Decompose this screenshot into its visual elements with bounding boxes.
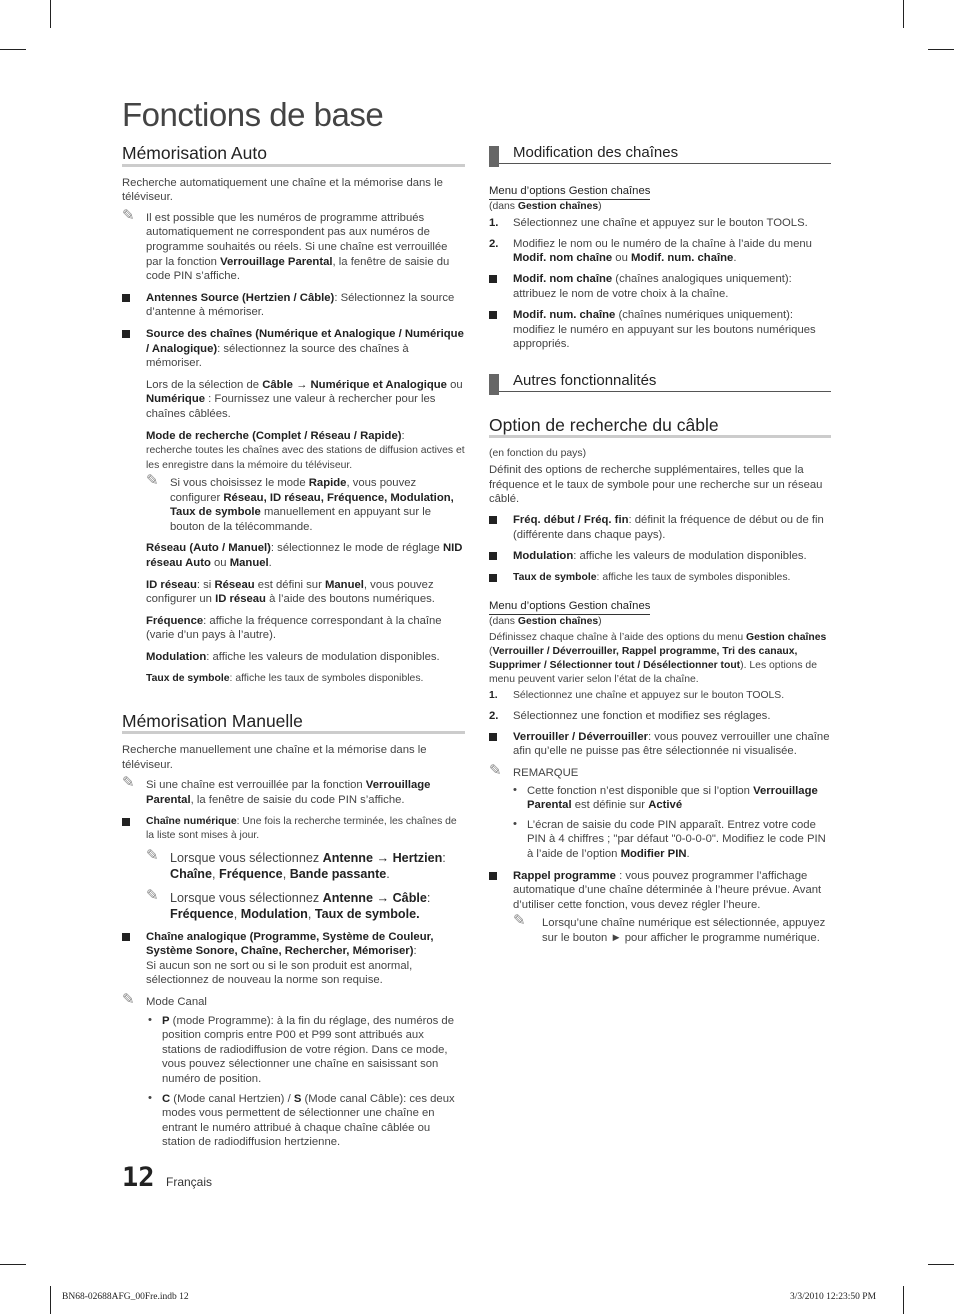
note: ✎ Si vous choisissez le mode Rapide, vous pouvez configurer Réseau, ID réseau, Fréquence, Modulation, Taux de symbole manuellement en appuyant sur le bouton de la télécommande.: [146, 472, 454, 533]
pencil-icon: ✎: [122, 774, 135, 792]
square-bullet-icon: [489, 516, 497, 524]
pencil-icon: ✎: [146, 886, 159, 904]
crop-mark: [928, 1264, 954, 1265]
dot-bullet-icon: •: [513, 783, 517, 796]
sub-note: [122, 472, 465, 534]
note: ✎ REMARQUE: [489, 762, 579, 780]
sub-note: [122, 846, 465, 883]
square-bullet-icon: [122, 933, 130, 941]
sub-note: [122, 886, 465, 923]
square-bullet-icon: [122, 818, 130, 826]
intro-text: Définit des options de recherche supplémentaires, telles que la fréquence et le taux de symbole pour une recherche sur un réseau câblé.: [489, 464, 823, 506]
language-label: Français: [166, 1175, 213, 1189]
list-item: • L’écran de saisie du code PIN apparaît. Entrez votre code PIN à 4 chiffres ; "par défaut "0-0-0-0". Modifiez le code PIN à l’aide de l’option Modifier PIN.: [513, 817, 826, 861]
bullet-item: Antennes Source (Hertzien / Câble): Sélectionnez la source d’antenne à mémoriser.: [122, 291, 465, 320]
sub-paragraph: Fréquence: affiche la fréquence correspondant à la chaîne (varie d’un pays à l’autre).: [146, 614, 442, 642]
sub-note: [489, 912, 831, 945]
list-item: • C (Mode canal Hertzien) / S (Mode canal Câble): ces deux modes vous permettent de sélectionner une chaîne en entrant le numéro attribué à chaque chaîne câblée ou station de radiodiffusion hertzienne.: [148, 1091, 455, 1149]
bullet-item: Source des chaînes (Numérique et Analogique / Numérique / Analogique): sélectionnez la source des chaînes à mémoriser.: [122, 327, 465, 371]
square-bullet-icon: [489, 275, 497, 283]
step-item: 2. Sélectionnez une fonction et modifiez ses réglages.: [489, 710, 771, 723]
square-bullet-icon: [489, 733, 497, 741]
sub-paragraph: Modulation: affiche les valeurs de modulation disponibles.: [146, 651, 440, 664]
square-bullet-icon: [122, 294, 130, 302]
crop-mark: [0, 1264, 26, 1265]
left-column: [122, 143, 465, 1157]
note: ✎ Mode Canal: [122, 990, 207, 1008]
sub-paragraph: Mode de recherche (Complet / Réseau / Rapide): recherche toutes les chaînes avec des stations de diffusion actives et les enregistre dans la mémoire du téléviseur.: [146, 429, 465, 472]
dot-bullet-icon: •: [513, 817, 517, 830]
menu-path: (dans Gestion chaînes): [489, 201, 602, 213]
crop-mark: [928, 49, 954, 50]
list-item: • P (mode Programme): à la fin du réglage, des numéros de position compris entre P00 et P99 sont attribués aux stations de radiodiffusion de votre région. Dans ce mode, vous pouvez sélectionner une chaîne en saisissant son numéro de position.: [148, 1013, 454, 1085]
definition-text: Définissez chaque chaîne à l’aide des options du menu Gestion chaînes (Verrouiller / Déverrouiller, Rappel programme, Tri des canaux, Supprimer / Sélectionner tout / Désélectionner tout). Les options de menu peuvent varier selon l’état de la chaîne.: [489, 632, 827, 686]
pencil-icon: ✎: [122, 990, 135, 1008]
dot-list: [122, 1014, 465, 1150]
pencil-icon: ✎: [122, 206, 135, 224]
dot-bullet-icon: •: [148, 1013, 152, 1026]
crop-mark: [0, 49, 26, 50]
note: ✎ Si une chaîne est verrouillée par la fonction Verrouillage Parental, la fenêtre de saisie du code PIN s’affiche.: [122, 774, 431, 806]
page-number: 12: [122, 1162, 155, 1193]
crop-mark: [903, 0, 904, 28]
step-item: 1. Sélectionnez une chaîne et appuyez sur le bouton TOOLS.: [489, 690, 785, 702]
pencil-icon: ✎: [489, 762, 502, 780]
crop-mark: [50, 1286, 51, 1314]
note: ✎ Lorsque vous sélectionnez Antenne → Hertzien: Chaîne, Fréquence, Bande passante.: [146, 846, 446, 882]
bullet-item: Modulation: affiche les valeurs de modulation disponibles.: [489, 549, 831, 564]
bullet-item: Taux de symbole: affiche les taux de symboles disponibles.: [489, 571, 831, 585]
sub-paragraph: Taux de symbole: affiche les taux de symboles disponibles.: [146, 672, 424, 684]
sub-paragraph: ID réseau: si Réseau est défini sur Manuel, vous pouvez configurer un ID réseau à l’aide des boutons numériques.: [146, 578, 435, 606]
bullet-item: Chaîne numérique: Une fois la recherche terminée, les chaînes de la liste sont mises à jour.: [122, 815, 465, 843]
menu-path: (dans Gestion chaînes): [489, 616, 602, 628]
menu-label: Menu d’options Gestion chaînes: [489, 184, 831, 201]
bullet-item: Modif. num. chaîne (chaînes numériques uniquement): modifiez le numéro en appuyant sur les boutons numériques appropriés.: [489, 308, 831, 352]
note: ✎ Lorsque vous sélectionnez Antenne → Câble: Fréquence, Modulation, Taux de symbole.: [146, 886, 431, 922]
section-heading: Mémorisation Auto: [122, 146, 465, 167]
square-bullet-icon: [489, 311, 497, 319]
crop-mark: [903, 1286, 904, 1314]
bullet-item: Verrouiller / Déverrouiller: vous pouvez verrouiller une chaîne afin qu’elle ne puisse pas être sélectionnée ni visualisée.: [489, 730, 831, 759]
intro-text: Recherche automatiquement une chaîne et la mémorise dans le téléviseur.: [122, 176, 443, 204]
list-item: • Cette fonction n’est disponible que si l’option Verrouillage Parental est définie sur Activé: [513, 783, 818, 812]
page-title: Fonctions de base: [122, 96, 384, 133]
dot-list: [489, 784, 831, 862]
section-heading: Option de recherche du câble: [489, 418, 831, 439]
pencil-icon: ✎: [513, 912, 526, 930]
heading-bar-icon: [489, 374, 499, 395]
menu-label: Menu d’options Gestion chaînes: [489, 599, 831, 616]
sub-paragraph: Réseau (Auto / Manuel): sélectionnez le mode de réglage NID réseau Auto ou Manuel.: [146, 542, 463, 570]
intro-text: Recherche manuellement une chaîne et la mémorise dans le téléviseur.: [122, 744, 427, 771]
square-bullet-icon: [489, 552, 497, 560]
step-item: 2. Modifiez le nom ou le numéro de la chaîne à l’aide du menu Modif. nom chaîne ou Modif. num. chaîne.: [489, 237, 812, 265]
bullet-item: Fréq. début / Fréq. fin: définit la fréquence de début ou de fin (différente dans chaque pays).: [489, 513, 831, 542]
pencil-icon: ✎: [146, 846, 159, 864]
square-bullet-icon: [489, 574, 497, 582]
heading-bar-icon: [489, 146, 499, 167]
square-bullet-icon: [122, 330, 130, 338]
bullet-item: Chaîne analogique (Programme, Système de Couleur, Système Sonore, Chaîne, Rechercher, Mémoriser): Si aucun son ne sort ou si le son produit est anormal, sélectionnez de nouveau la norme son requise.: [122, 930, 465, 988]
note: ✎ Il est possible que les numéros de programme attribués automatiquement ne correspondent pas aux numéros de programme souhaités ou réels. Si une chaîne est verrouillée par la fonction Verrouillage Parental, la fenêtre de saisie du code PIN s’affiche.: [122, 206, 450, 283]
note: ✎ Lorsqu’une chaîne numérique est sélectionnée, appuyez sur le bouton ► pour afficher le programme numérique.: [513, 912, 826, 944]
square-bullet-icon: [489, 872, 497, 880]
date-slug: 3/3/2010 12:23:50 PM: [790, 1292, 877, 1302]
file-slug: BN68-02688AFG_00Fre.indb 12: [62, 1292, 189, 1302]
sub-paragraph: Lors de la sélection de Câble → Numérique et Analogique ou Numérique : Fournissez une valeur à rechercher pour les chaînes câblées.: [146, 378, 463, 420]
bullet-item: Modif. nom chaîne (chaînes analogiques uniquement): attribuez le nom de votre choix à la chaîne.: [489, 272, 831, 301]
sub-section-heading: Autres fonctionnalités: [489, 374, 831, 392]
step-item: 1. Sélectionnez une chaîne et appuyez sur le bouton TOOLS.: [489, 217, 808, 230]
bullet-item: Rappel programme : vous pouvez programmer l’affichage automatique d’une chaîne déterminée à l’heure prévue. Avant d’utiliser cette fonction, vous devez régler l’heure.: [489, 869, 831, 913]
pencil-icon: ✎: [146, 472, 159, 490]
country-note: (en fonction du pays): [489, 448, 587, 460]
right-column: [489, 146, 831, 953]
section-heading: Mémorisation Manuelle: [122, 714, 465, 735]
sub-section-heading: Modification des chaînes: [489, 146, 831, 164]
dot-bullet-icon: •: [148, 1091, 152, 1104]
crop-mark: [50, 0, 51, 28]
